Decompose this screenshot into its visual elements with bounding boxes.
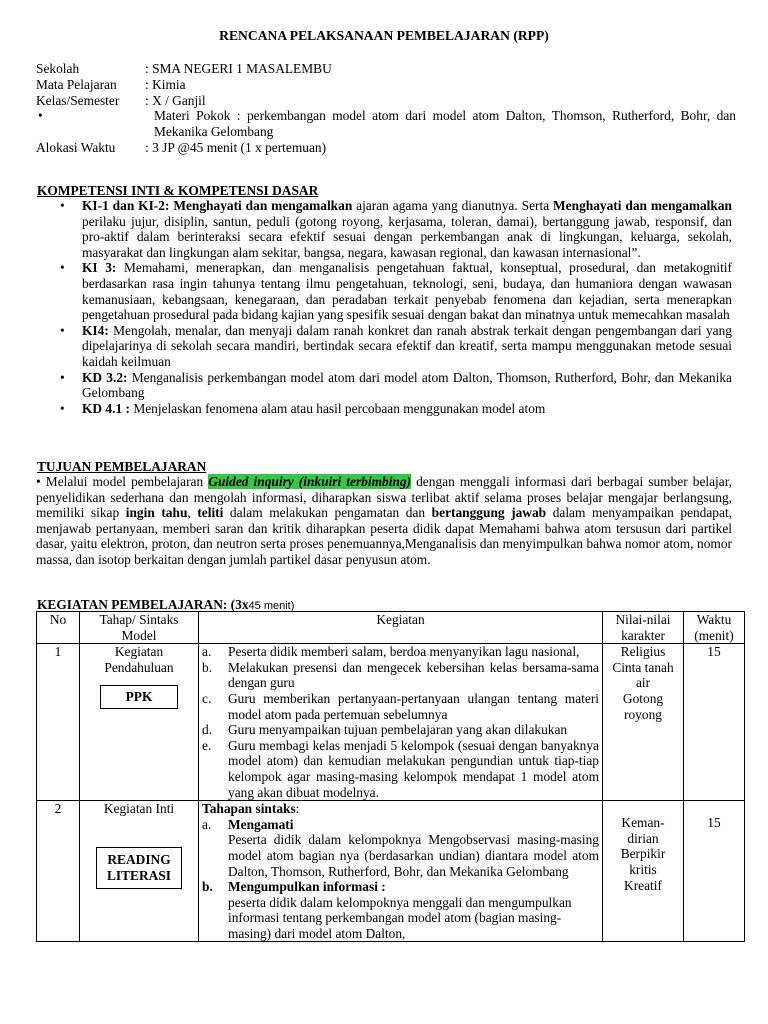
tujuan-text-3: dalam melakukan pengamatan dan [223,505,432,521]
kegiatan-steps [202,644,599,800]
step-title: Mengamati [228,816,294,832]
waktu-cell: 15 [684,644,745,801]
kegiatan-cell [199,801,603,942]
nilai-item: Kreatif [624,877,662,893]
bullet-icon: • [60,198,65,213]
info-row-alokasi [36,140,736,156]
box-line: READING [107,851,171,867]
info-row-sekolah [36,61,736,77]
kegiatan-table [36,611,745,942]
tujuan-bold-3: bertanggung jawab [431,505,547,521]
nilai-item: Cinta tanah air [612,659,674,691]
materi-pokok: Materi Pokok : perkembangan model atom dari model atom Dalton, Thomson, Rutherford, Bohr, dan Mekanika Gelombang [154,108,736,139]
list-item-kd41 [60,401,732,417]
list-item [202,817,599,879]
ki12-label: KI-1 dan KI-2: Menghayati dan mengamalkan [82,198,353,213]
kd32-text: Menganalisis perkembangan model atom dari model atom Dalton, Thomson, Rutherford, Bohr, dan Mekanika Gelombang [82,369,732,401]
ki12-text: ajaran agama yang dianutnya. Serta [352,198,554,213]
table-row [37,801,745,942]
tujuan-paragraph [36,474,732,568]
table-row [37,644,745,801]
info-value: : SMA NEGERI 1 MASALEMBU [145,61,332,76]
waktu-cell: 15 [684,801,745,942]
tujuan-text-4: dalam menyampaikan pendapat, menjawab pertanyaan, memberi saran dan kritik diharapkan peserta didik dapat Memahami bahwa atom tersusun dari partikel dasar, yaitu elektron, proton, dan neutron serta proses penemuannya,Menganalisis dan menyimpulkan bahwa nomor atom, nomor massa, dan isotop berkaitan dengan jumlah partikel dasar penyusun atom. [36,505,733,567]
kegiatan-heading: KEGIATAN PEMBELAJARAN: (3x [37,597,249,612]
ki12-bold: Menghayati dan mengamalkan [553,198,732,213]
step-marker: b. [202,659,213,675]
step-text: Melakukan presensi dan mengecek kebersihan kelas bersama-sama dengan guru [228,659,599,691]
step-text: Peserta didik memberi salam, berdoa menyanyikan lagu nasional, [228,644,580,660]
list-item [202,738,599,800]
identity-block [36,61,736,155]
ppk-box: PPK [100,685,178,709]
step-text: Guru menyampaikan tujuan pembelajaran yang akan dilakukan [228,722,568,738]
row-number: 1 [37,644,80,801]
nilai-item: Religius [620,644,666,660]
info-row-kelas [36,93,736,109]
tujuan-sep: , [187,505,198,521]
list-item-ki12 [60,198,732,260]
tahap-cell [80,801,199,942]
nilai-item: Keman- [621,815,665,831]
bullet-icon: • [60,322,65,338]
step-marker: a. [202,644,212,660]
step-marker: a. [202,816,212,832]
info-value: : 3 JP @45 menit (1 x pertemuan) [145,139,327,155]
tahapan-intro-label: Tahapan sintaks [202,801,296,817]
info-value: : X / Ganjil [145,92,206,108]
tahap-label: Kegiatan Inti [103,801,175,817]
nilai-item: kritis [629,861,657,877]
tahap-cell [80,644,199,801]
step-text: Guru membagi kelas menjadi 5 kelompok (sesuai dengan banyaknya model atom) dan kemudian melakukan pengundian untuk tiap-tiap kelompok agar masing-masing kelompok mendapat 1 model atom yang akan dibuat modelnya. [228,737,599,800]
bullet-icon: • [36,474,41,489]
tahap-label: Kegiatan Pendahuluan [104,644,174,675]
tujuan-bold-1: ingin tahu [125,505,188,521]
nilai-cell [603,644,684,801]
tujuan-bold-2: teliti [197,505,224,521]
reading-literasi-box [96,847,182,889]
kegiatan-steps [202,817,599,942]
nilai-cell [603,801,684,942]
row-number: 2 [37,801,80,942]
step-marker: e. [202,737,212,753]
header-waktu: Waktu (menit) [684,612,745,644]
step-marker: b. [202,879,213,895]
bullet-icon: • [38,108,43,124]
box-line: LITERASI [106,867,171,883]
kd32-label: KD 3.2: [82,369,128,385]
list-item [202,722,599,738]
ki3-label: KI 3: [82,260,117,276]
info-value: : Kimia [145,76,186,92]
section-heading-kompetensi: KOMPETENSI INTI & KOMPETENSI DASAR [37,183,319,198]
list-item [202,644,599,660]
step-title: Mengumpulkan informasi : [228,879,386,895]
list-item-kd32 [60,370,732,401]
kd41-label: KD 4.1 : [82,400,130,416]
nilai-item: Berpikir [620,846,666,862]
tujuan-text: Melalui model pembelajaran [40,474,209,489]
kompetensi-list [60,198,732,416]
ki4-text: Mengolah, menalar, dan menyaji dalam ranah konkret dan ranah abstrak terkait dengan pengembangan dari yang dipelajarinya di sekolah secara mandiri, bertindak secara efektif dan kreatif, serta mampu menggunakan metode sesuai kaidah keilmuan [82,322,732,369]
header-nilai: Nilai-nilai karakter [603,612,684,644]
bullet-icon: • [60,400,65,416]
list-item [202,660,599,691]
tujuan-text-2: dengan menggali informasi dari berbagai sumber belajar, penyelidikan sederhana dan mengolah informasi, diharapkan siswa terlibat aktif selama proses belajar mengajar berlangsung, memiliki sikap [36,474,732,521]
ki4-label: KI4: [82,322,109,338]
list-item [202,691,599,722]
ki3-text: Memahami, menerapkan, dan menganalisis pengetahuan faktual, konseptual, prosedural, dan metakognitif berdasarkan rasa ingin tahunya tentang ilmu pengetahuan, teknologi, seni, budaya, dan humaniora dengan wawasan kemanusiaan, kebangsaan, kenegaraan, dan peradaban terkait penyebab fenomena dan kejadian, serta menerapkan pengetahuan prosedural pada bidang kajian yang spesifik sesuai dengan bakat dan minatnya untuk memecahkan masalah [82,260,732,323]
info-label: Alokasi Waktu [36,139,116,155]
tahapan-intro-colon: : [295,801,300,817]
kd41-text: Menjelaskan fenomena alam atau hasil percobaan menggunakan model atom [129,400,546,416]
step-marker: c. [202,690,212,706]
bullet-icon: • [60,260,65,276]
section-heading-tujuan: TUJUAN PEMBELAJARAN [37,459,207,474]
tahapan-intro [202,801,599,817]
step-text: Peserta didik dalam kelompoknya Mengobservasi masing-masing model atom bagian nya (berdasarkan undian) diantara model atom Dalton, Thomson, Rutherford, Bohr, dan Mekanika Gelombang [228,832,599,879]
ki12-text-2: perilaku jujur, disiplin, santun, peduli (gotong royong, kerjasama, toleran, damai), bertanggung jawab, responsif, dan pro-aktif dalam berinteraksi secara efektif sesuai dengan perkembangan anak di lingkungan, keluarga, sekolah, masyarakat dan lingkungan alam sekitar, bangsa, negara, kawasan regional, dan kawasan internasional”. [82,213,732,260]
header-no: No [37,612,80,644]
info-label: Kelas/Semester [36,92,120,108]
kegiatan-cell [199,644,603,801]
header-kegiatan: Kegiatan [199,612,603,644]
nilai-item: Gotong royong [622,690,664,722]
highlighted-model: Guided inquiry (inkuiri terbimbing) [208,474,412,489]
step-text: Guru memberikan pertanyaan-pertanyaan ulangan tentang materi model atom pada pertemuan sebelumnya [228,690,599,722]
info-label: Sekolah [36,61,80,76]
info-row-materi [36,108,736,139]
list-item-ki4 [60,323,732,370]
table-header-row [37,612,745,644]
list-item-ki3 [60,260,732,322]
bullet-icon: • [60,369,65,385]
info-label: Mata Pelajaran [36,76,117,92]
step-marker: d. [202,722,213,738]
document-title: RENCANA PELAKSANAAN PEMBELAJARAN (RPP) [219,28,549,43]
info-row-mapel [36,77,736,93]
list-item [202,879,599,941]
kegiatan-heading-small: 45 menit) [248,600,295,612]
header-tahap: Tahap/ Sintaks Model [80,612,199,644]
nilai-item: dirian [627,830,659,846]
step-text: peserta didik dalam kelompoknya menggali dan mengumpulkan informasi tentang perkembangan model atom (bagian masing-masing) dari model atom Dalton, [228,894,572,941]
